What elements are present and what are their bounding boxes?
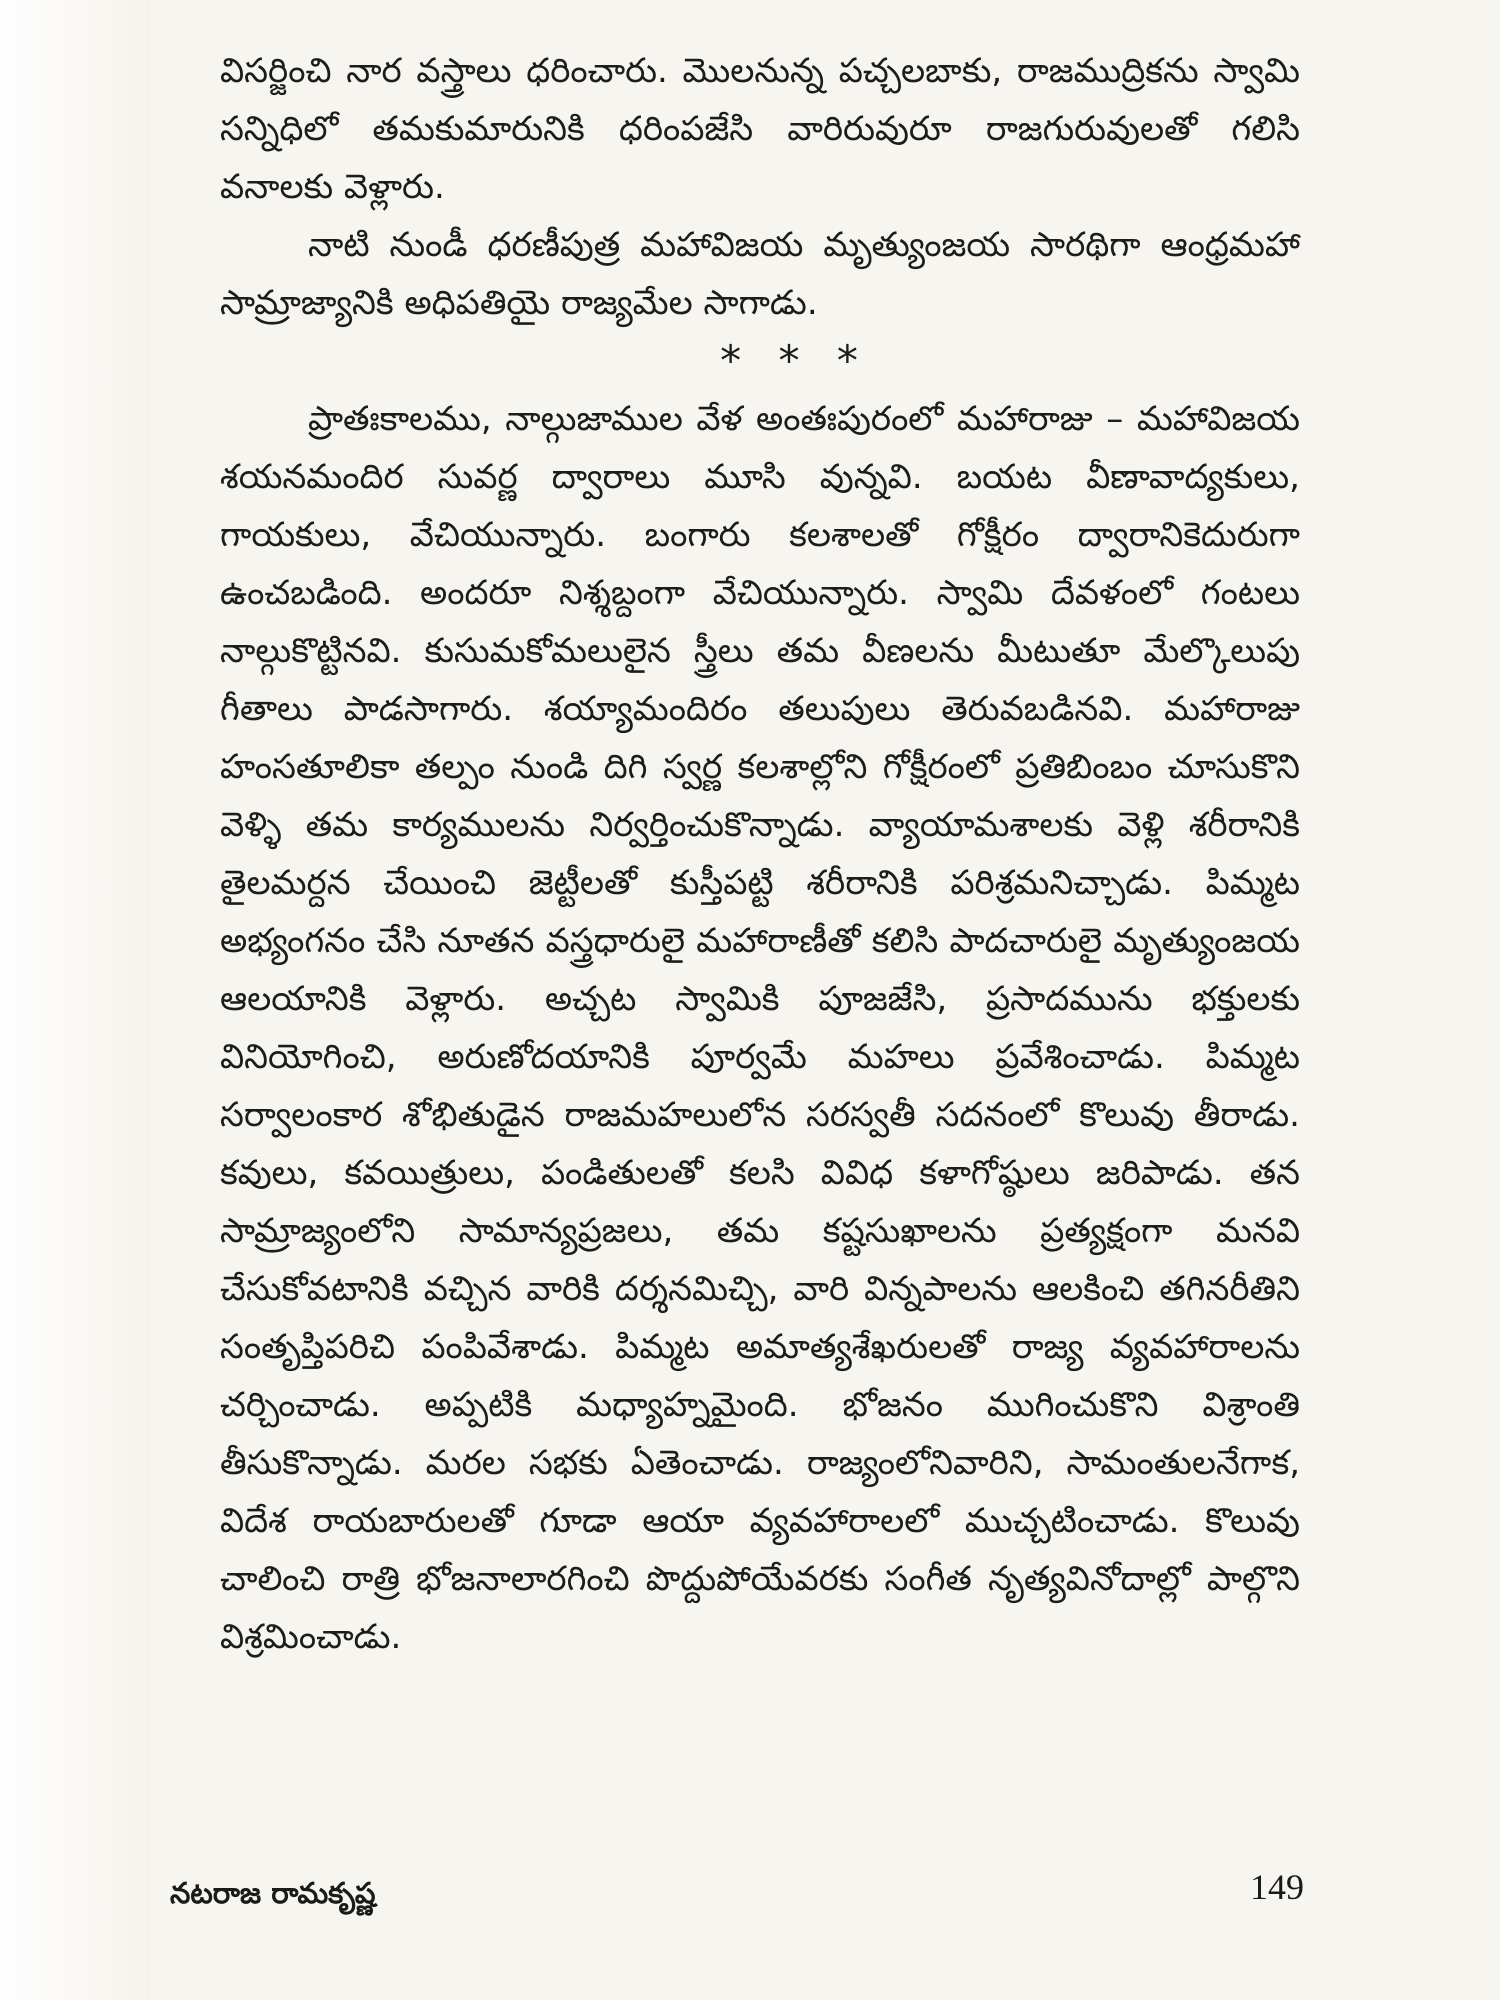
page-body bbox=[220, 42, 1300, 1666]
section-separator: * * * bbox=[720, 336, 870, 385]
paragraph-3: ప్రాతఃకాలము, నాల్గుజాముల వేళ అంతఃపురంలో మహారాజు – మహావిజయ శయనమందిర సువర్ణ ద్వారాలు మూసి వున్నవి. బయట వీణావాద్యకులు, గాయకులు, వేచియున్నారు. బంగారు కలశాలతో గోక్షీరం ద్వారానికెదురుగా ఉంచబడింది. అందరూ నిశ్శబ్దంగా వేచియున్నారు. స్వామి దేవళంలో గంటలు నాల్గుకొట్టినవి. కుసుమకోమలులైన స్త్రీలు తమ వీణలను మీటుతూ మేల్కొలుపు గీతాలు పాడసాగారు. శయ్యామందిరం తలుపులు తెరువబడినవి. మహారాజు హంసతూలికా తల్పం నుండి దిగి స్వర్ణ కలశాల్లోని గోక్షీరంలో ప్రతిబింబం చూసుకొని వెళ్ళి తమ కార్యములను నిర్వర్తించుకొన్నాడు. వ్యాయామశాలకు వెళ్లి శరీరానికి తైలమర్దన చేయించి జెట్టీలతో కుస్తీపట్టి శరీరానికి పరిశ్రమనిచ్చాడు. పిమ్మట అభ్యంగనం చేసి నూతన వస్త్రధారులై మహారాణీతో కలిసి పాదచారులై మృత్యుంజయ ఆలయానికి వెళ్లారు. అచ్చట స్వామికి పూజజేసి, ప్రసాదమును భక్తులకు వినియోగించి, అరుణోదయానికి పూర్వమే మహలు ప్రవేశించాడు. పిమ్మట సర్వాలంకార శోభితుడైన రాజమహలులోన సరస్వతీ సదనంలో కొలువు తీరాడు. కవులు, కవయిత్రులు, పండితులతో కలసి వివిధ కళాగోష్ఠులు జరిపాడు. తన సామ్రాజ్యంలోని సామాన్యప్రజలు, తమ కష్టసుఖాలను ప్రత్యక్షంగా మనవి చేసుకోవటానికి వచ్చిన వారికి దర్శనమిచ్చి, వారి విన్నపాలను ఆలకించి తగినరీతిని సంతృప్తిపరిచి పంపివేశాడు. పిమ్మట అమాత్యశేఖరులతో రాజ్య వ్యవహారాలను చర్చించాడు. అప్పటికి మధ్యాహ్నమైంది. భోజనం ముగించుకొని విశ్రాంతి తీసుకొన్నాడు. మరల సభకు ఏతెంచాడు. రాజ్యంలోనివారిని, సామంతులనేగాక, విదేశ రాయబారులతో గూడా ఆయా వ్యవహారాలలో ముచ్చటించాడు. కొలువు చాలించి రాత్రి భోజనాలారగించి పొద్దుపోయేవరకు సంగీత నృత్యవినోదాల్లో పాల్గొని విశ్రమించాడు. bbox=[220, 399, 1300, 1657]
footer-author-name: నటరాజ రామకృష్ణ bbox=[170, 1876, 376, 1910]
page-gutter-shading bbox=[0, 0, 150, 2000]
paragraph-1: విసర్జించి నార వస్త్రాలు ధరించారు. మొలనున్న పచ్చలబాకు, రాజముద్రికను స్వామి సన్నిధిలో తమకుమారునికి ధరింపజేసి వారిరువురూ రాజగురువులతో గలిసి వనాలకు వెళ్లారు. bbox=[220, 51, 1300, 207]
page-number: 149 bbox=[1250, 1867, 1304, 1907]
page-footer bbox=[170, 1866, 1304, 1916]
paragraph-2: నాటి నుండీ ధరణీపుత్ర మహావిజయ మృత్యుంజయ సారథిగా ఆంధ్రమహా సామ్రాజ్యానికి అధిపతియై రాజ్యమేల సాగాడు. bbox=[220, 225, 1300, 323]
